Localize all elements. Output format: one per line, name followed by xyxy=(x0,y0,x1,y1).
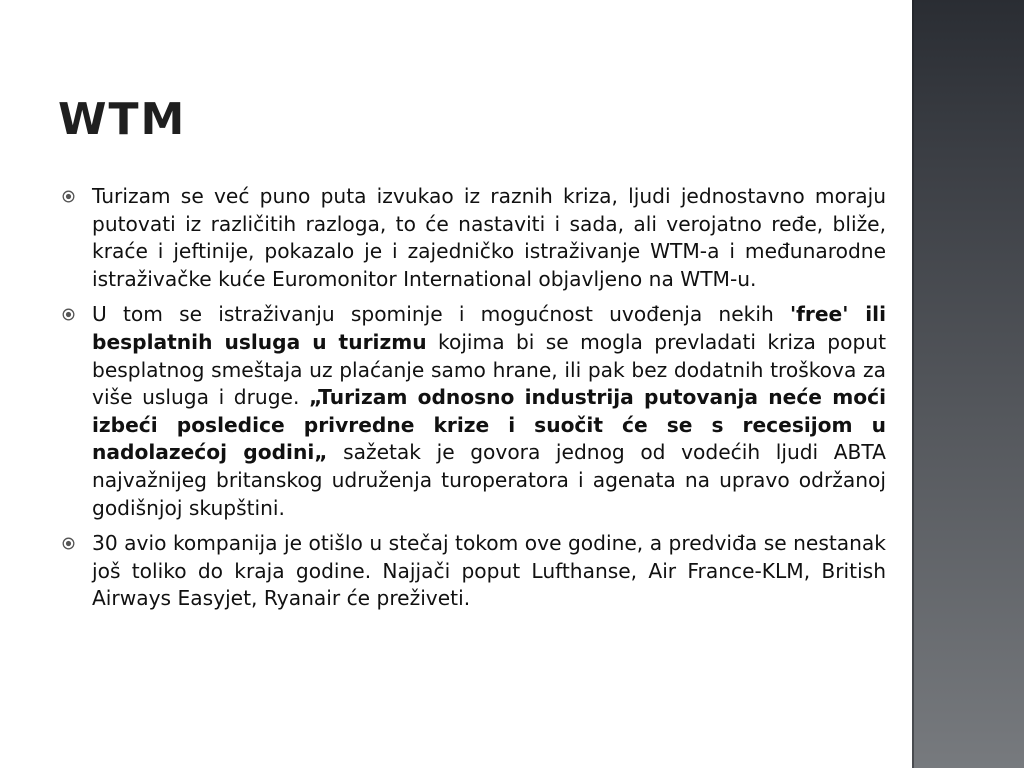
bullet-text: Turizam se već puno puta izvukao iz raznih kriza, ljudi jednostavno moraju putovati iz različitih razloga, to će nastaviti i sada, ali verojatno ređe, bliže, kraće i jeftinije, pokazalo je i zajedničko istraživanje WTM-a i međunarodne istraživačke kuće Euromonitor International objavljeno na WTM-u. xyxy=(92,184,886,291)
side-panel-edge xyxy=(912,0,914,768)
slide-title: WTM xyxy=(58,94,187,145)
circle-dot-bullet-icon xyxy=(62,308,75,321)
bullet-item xyxy=(62,183,886,293)
bullet-text-bold: 'free' ili besplatnih usluga u turizmu xyxy=(92,302,886,354)
bullet-text-part: kojima bi se mogla prevladati kriza poput besplatnog smeštaja uz plaćanje samo hrane, ili pak bez dodatnih troškova za više usluga i druge. xyxy=(92,329,886,410)
bullet-item xyxy=(62,530,886,613)
bullet-text-part: U tom se istraživanju spominje i mogućnost uvođenja nekih xyxy=(92,302,790,327)
side-decor-panel xyxy=(912,0,1024,768)
bullet-text-part: sažetak je govora jednog od vodećih ljudi ABTA najvažnijeg britanskog udruženja turoperatora i agenata na upravo održanoj godišnjoj skupštini. xyxy=(92,440,886,520)
bullet-text: 30 avio kompanija je otišlo u stečaj tokom ove godine, a predviđa se nestanak još toliko do kraja godine. Najjači poput Lufthanse, Air France-KLM, British Airways Easyjet, Ryanair će preživeti. xyxy=(92,531,886,611)
bullet-item xyxy=(62,301,886,522)
circle-dot-bullet-icon xyxy=(62,537,75,550)
circle-dot-bullet-icon xyxy=(62,190,75,203)
bullet-list xyxy=(62,183,886,621)
bullet-quote-bold: „Turizam odnosno industrija putovanja neće moći izbeći posledice privredne krize i suočit će se s recesijom u nadolazećoj godini„ xyxy=(92,385,886,465)
